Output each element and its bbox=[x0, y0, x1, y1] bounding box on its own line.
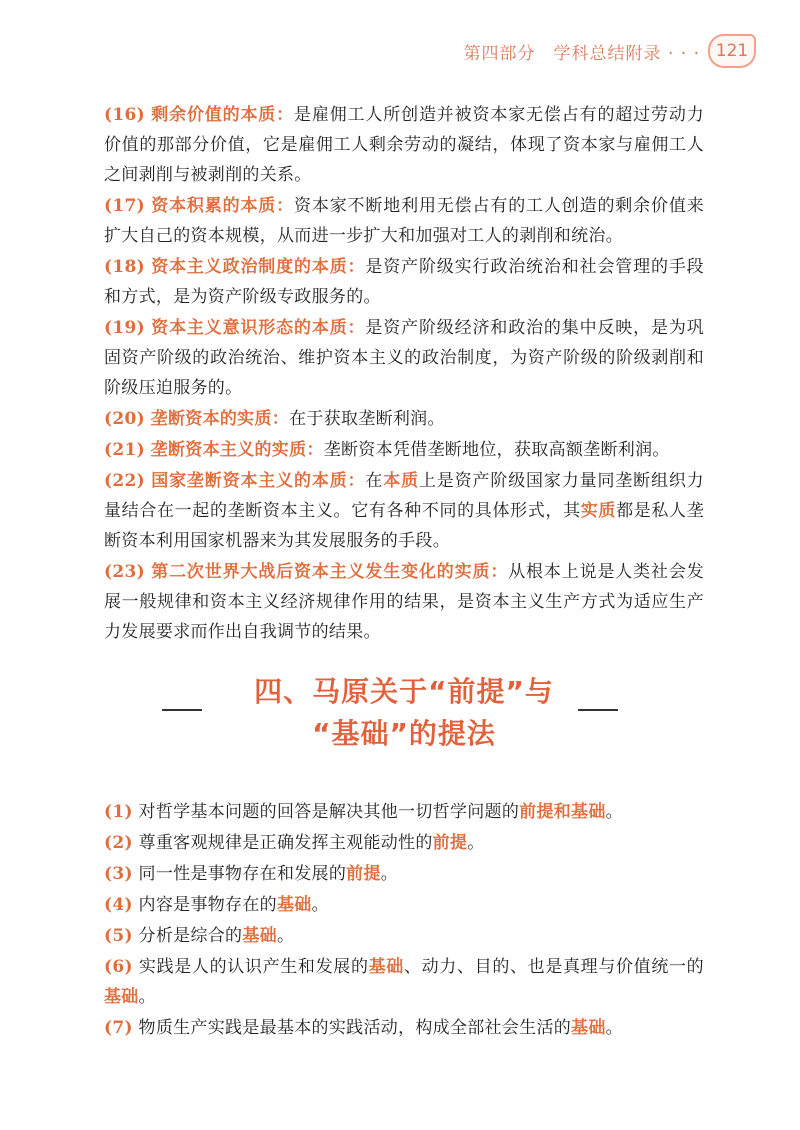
heading-right-rule bbox=[578, 709, 618, 711]
list-item: (21) 垄断资本主义的实质：垄断资本凭借垄断地位，获取高额垄断利润。 bbox=[104, 440, 670, 460]
list-item: (3) 同一性是事物存在和发展的前提。 bbox=[104, 864, 399, 884]
section-title-line2: “基础”的提法 bbox=[312, 717, 496, 750]
list-item: (6) 实践是人的认识产生和发展的基础、动力、目的、也是真理与价值统一的基础。 bbox=[104, 957, 704, 1007]
list-item: (23) 第二次世界大战后资本主义发生变化的实质：从根本上说是人类社会发展一般规律和资本主义经济规律作用的结果，是资本主义生产方式为适应生产力发展要求而作出自我调节的结果。 bbox=[104, 562, 704, 642]
list-item: (22) 国家垄断资本主义的本质：在本质上是资产阶级国家力量同垄断组织力量结合在一起的垄断资本主义。它有各种不同的具体形式，其实质都是私人垄断资本利用国家机器来为其发展服务的手段。 bbox=[104, 471, 705, 551]
list-item: (19) 资本主义意识形态的本质：是资产阶级经济和政治的集中反映，是为巩固资产阶级的政治统治、维护资本主义的政治制度，为资产阶级的阶级剥削和阶级压迫服务的。 bbox=[104, 318, 704, 398]
page-header bbox=[464, 34, 756, 68]
list-item: (1) 对哲学基本问题的回答是解决其他一切哲学问题的前提和基础。 bbox=[104, 802, 623, 822]
section-label: 第四部分 学科总结附录 · · · bbox=[463, 43, 700, 64]
list-item: (17) 资本积累的本质：资本家不断地利用无偿占有的工人创造的剩余价值来扩大自己的资本规模，从而进一步扩大和加强对工人的剥削和统治。 bbox=[104, 196, 704, 246]
section-heading bbox=[104, 671, 704, 763]
list-item: (5) 分析是综合的基础。 bbox=[104, 926, 295, 946]
page-number: 121 bbox=[708, 34, 756, 68]
list-item: (7) 物质生产实践是最基本的实践活动，构成全部社会生活的基础。 bbox=[104, 1018, 623, 1038]
list-item: (20) 垄断资本的实质：在于获取垄断利润。 bbox=[104, 409, 445, 429]
list-item: (16) 剩余价值的本质：是雇佣工人所创造并被资本家无偿占有的超过劳动力价值的那部分价值，它是雇佣工人剩余劳动的凝结，体现了资本家与雇佣工人之间剥削与被剥削的关系。 bbox=[104, 105, 704, 185]
list-item: (18) 资本主义政治制度的本质：是资产阶级实行政治统治和社会管理的手段和方式，是为资产阶级专政服务的。 bbox=[104, 257, 704, 307]
list-item: (4) 内容是事物存在的基础。 bbox=[104, 895, 329, 915]
section-title-line1: 四、马原关于“前提”与 bbox=[254, 675, 554, 708]
heading-left-rule bbox=[162, 709, 202, 711]
page-content bbox=[104, 100, 704, 1044]
list-item: (2) 尊重客观规律是正确发挥主观能动性的前提。 bbox=[104, 833, 485, 853]
